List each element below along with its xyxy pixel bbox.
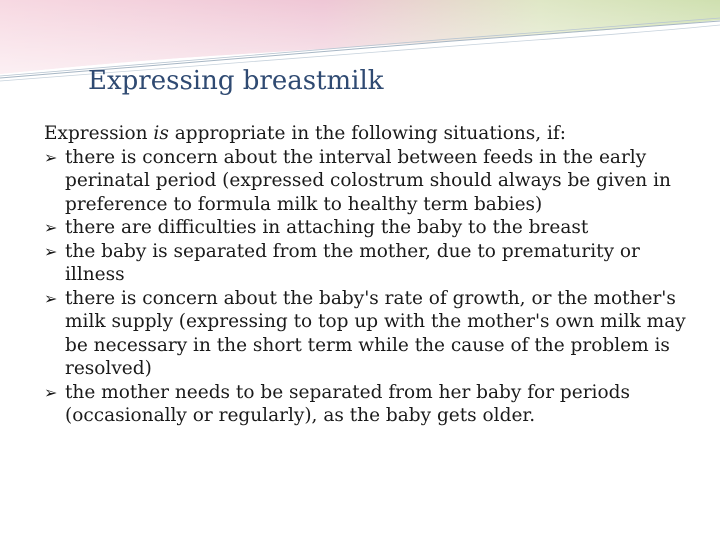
slide-title: Expressing breastmilk <box>88 66 384 96</box>
bullet-item <box>44 381 690 428</box>
intro-text-end: appropriate in the following situations, if: <box>168 123 566 144</box>
bullet-item <box>44 240 690 287</box>
arrow-bullet-icon: ➢ <box>44 147 58 167</box>
arrow-bullet-icon: ➢ <box>44 382 58 402</box>
slide-body <box>44 122 690 428</box>
bullet-item <box>44 287 690 381</box>
bullet-text: there are difficulties in attaching the baby to the breast <box>65 217 589 238</box>
bullet-item <box>44 146 690 217</box>
bullet-text: there is concern about the baby's rate of growth, or the mother's milk supply (expressing to top up with the mother's own milk may be necessary in the short term while the cause of the problem is resolved) <box>65 287 686 379</box>
bullet-text: there is concern about the interval between feeds in the early perinatal period (expressed colostrum should always be given in preference to formula milk to healthy term babies) <box>65 146 671 215</box>
arrow-bullet-icon: ➢ <box>44 288 58 308</box>
bullet-text: the mother needs to be separated from her baby for periods (occasionally or regularly), as the baby gets older. <box>65 381 630 426</box>
arrow-bullet-icon: ➢ <box>44 241 58 261</box>
intro-emphasis: is <box>153 123 169 144</box>
bullet-list <box>44 146 690 428</box>
bullet-text: the baby is separated from the mother, due to prematurity or illness <box>65 240 640 285</box>
arrow-bullet-icon: ➢ <box>44 218 58 237</box>
intro-text-start: Expression <box>44 123 154 144</box>
bullet-item <box>44 216 690 240</box>
intro-text <box>44 122 690 146</box>
